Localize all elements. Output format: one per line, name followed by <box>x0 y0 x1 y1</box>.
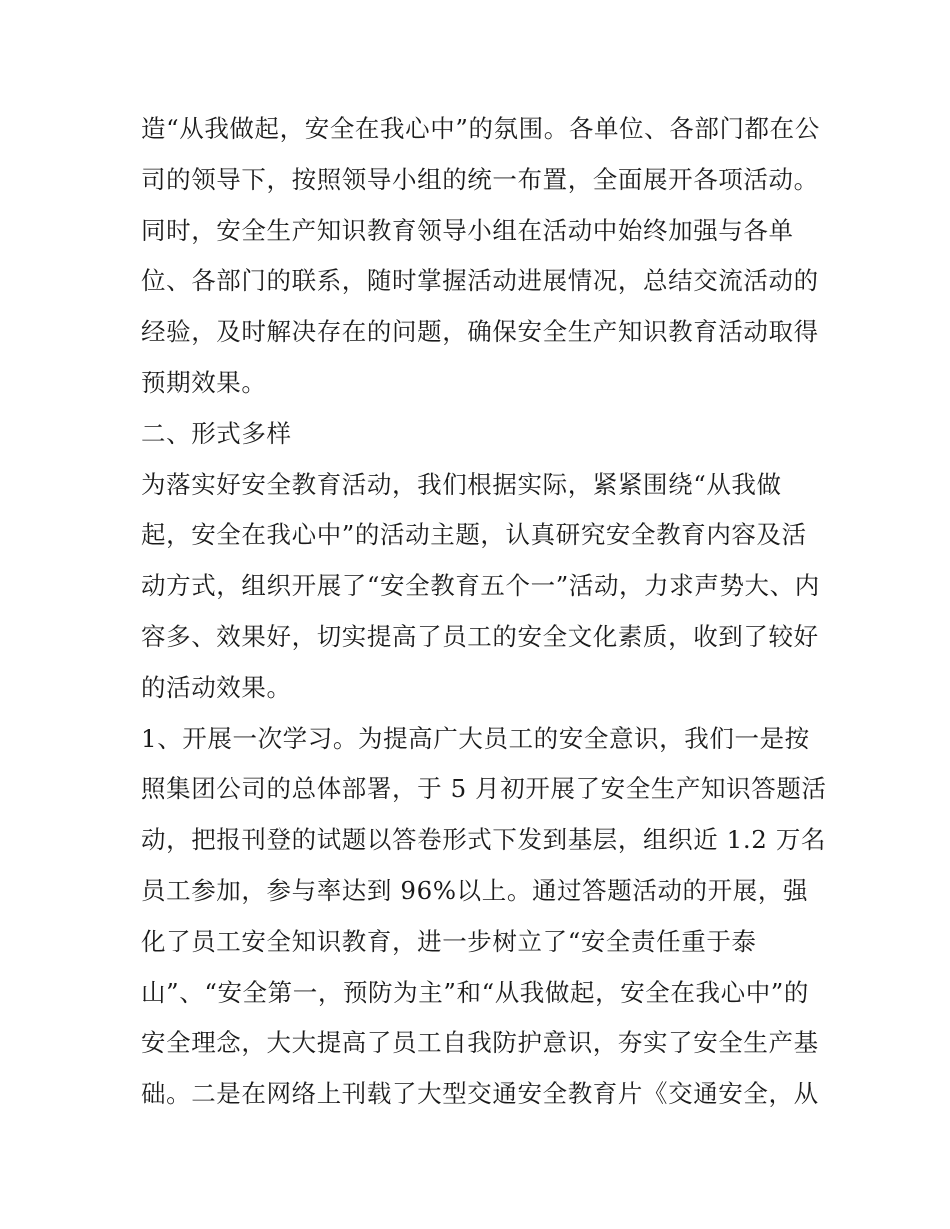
section-heading: 二、形式多样 <box>141 418 292 448</box>
text-line: 1、开展一次学习。为提高广大员工的安全意识，我们一是按 <box>141 723 810 753</box>
text-line: 础。二是在网络上刊载了大型交通安全教育片《交通安全，从 <box>141 1079 819 1109</box>
text-line: 安全理念，大大提高了员工自我防护意识，夯实了安全生产基 <box>141 1028 819 1058</box>
text-line: 司的领导下，按照领导小组的统一布置，全面展开各项活动。 <box>141 164 819 194</box>
text-line: 造“从我做起，安全在我心中”的氛围。各单位、各部门都在公 <box>141 114 820 143</box>
text-line: 为落实好安全教育活动，我们根据实际，紧紧围绕“从我做 <box>141 469 782 499</box>
text-line: 照集团公司的总体部署，于 5 月初开展了安全生产知识答题活 <box>141 774 827 804</box>
text-line: 员工参加，参与率达到 96%以上。通过答题活动的开展，强 <box>141 875 809 905</box>
text-line: 同时，安全生产知识教育领导小组在活动中始终加强与各单 <box>141 215 794 245</box>
document-body <box>141 104 831 1120</box>
text-line: 山”、“安全第一，预防为主”和“从我做起，安全在我心中”的 <box>141 977 810 1007</box>
text-line: 化了员工安全知识教育，进一步树立了“安全责任重于泰 <box>141 926 757 956</box>
text-line: 经验，及时解决存在的问题，确保安全生产知识教育活动取得 <box>141 317 819 347</box>
text-line: 位、各部门的联系，随时掌握活动进展情况，总结交流活动的 <box>141 266 819 296</box>
text-line: 的活动效果。 <box>141 672 292 702</box>
text-line: 动方式，组织开展了“安全教育五个一”活动，力求声势大、内 <box>141 571 820 601</box>
text-line: 起，安全在我心中”的活动主题，认真研究安全教育内容及活 <box>141 520 807 550</box>
text-line: 容多、效果好，切实提高了员工的安全文化素质，收到了较好 <box>141 621 819 651</box>
text-line: 动，把报刊登的试题以答卷形式下发到基层，组织近 1.2 万名 <box>141 825 827 855</box>
text-line: 预期效果。 <box>141 367 267 397</box>
